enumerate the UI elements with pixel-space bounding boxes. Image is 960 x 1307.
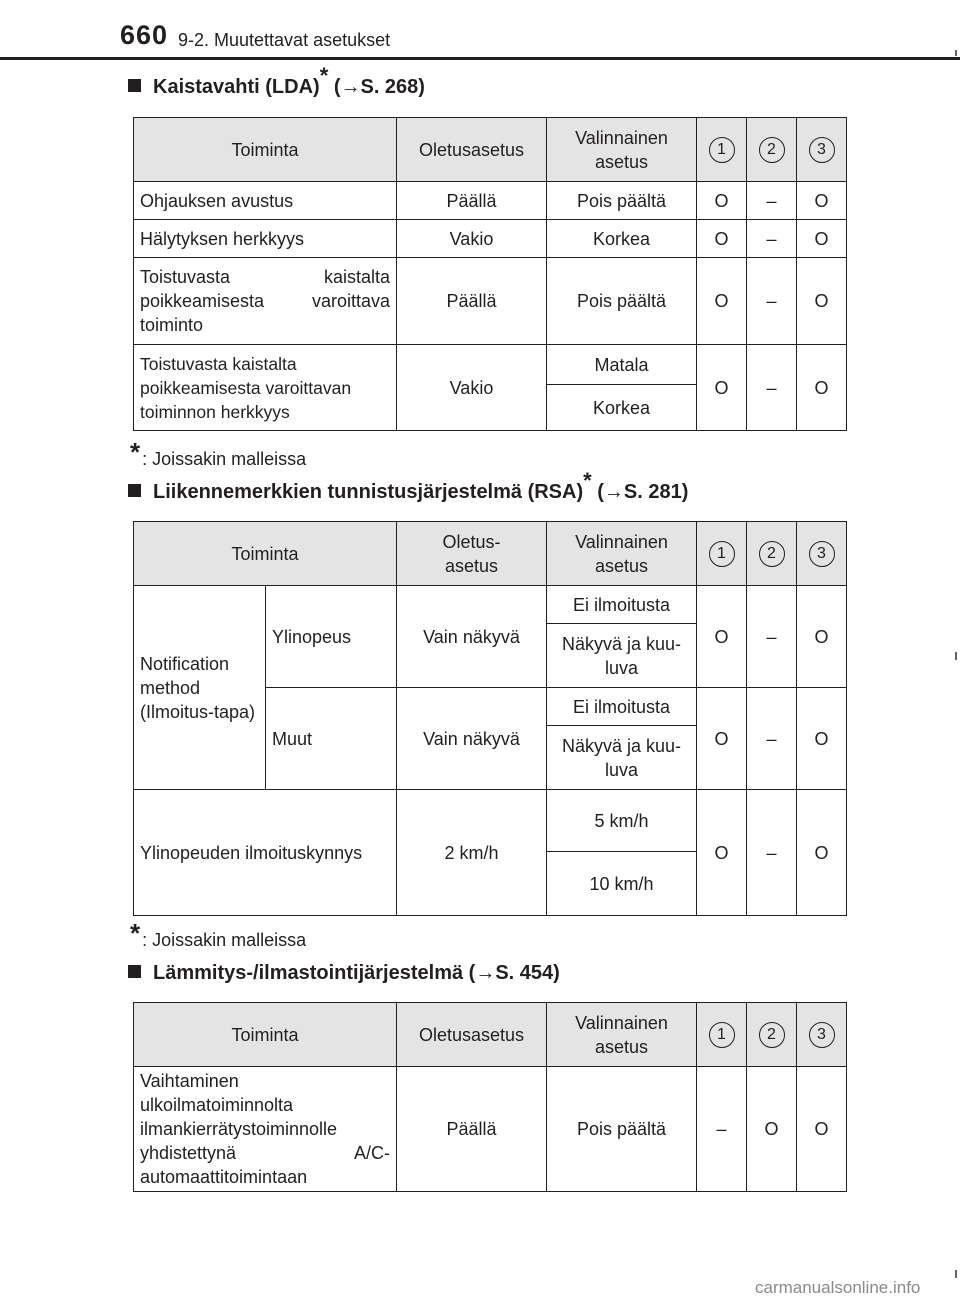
- cell-c1: O: [697, 586, 747, 688]
- cell-toiminta: Ohjauksen avustus: [134, 182, 397, 220]
- cell-toiminta: Ylinopeuden ilmoituskynnys: [134, 790, 397, 916]
- cell-option: Näkyvä ja kuu- luva: [547, 726, 697, 790]
- table-row: [134, 220, 847, 258]
- page-number: 660: [120, 20, 169, 50]
- cell-c3: O: [797, 345, 847, 431]
- watermark: carmanualsonline.info: [755, 1278, 921, 1297]
- cell-c3: O: [797, 1067, 847, 1192]
- header-circle-1: 1: [697, 1003, 747, 1067]
- header-rule: [0, 57, 960, 60]
- cell-subfunction: Muut: [266, 688, 397, 790]
- cell-toiminta: Hälytyksen herkkyys: [134, 220, 397, 258]
- header-circle-1: 1: [697, 118, 747, 182]
- cell-c2: –: [747, 790, 797, 916]
- cell-toiminta: Toistuvasta kaistalta poikkeamisesta varoittava toiminto: [134, 258, 397, 345]
- header-circle-2: 2: [747, 1003, 797, 1067]
- header-toiminta: Toiminta: [134, 1003, 397, 1067]
- cell-c3: O: [797, 182, 847, 220]
- square-bullet-icon: [128, 484, 141, 497]
- cell-valinnainen: Korkea: [547, 385, 697, 431]
- cell-option: 10 km/h: [547, 852, 697, 916]
- cell-toiminta: Vaihtaminen ulkoilmatoiminnolta ilmankierrätystoiminnolle yhdistettynä A/C-automaattitoimintaan: [134, 1067, 397, 1192]
- header-valinnainen: Valinnainen asetus: [547, 118, 697, 182]
- cell-c2: –: [747, 258, 797, 345]
- table-row: [134, 586, 847, 624]
- cell-c1: –: [697, 1067, 747, 1192]
- page-reference: (→S. 268): [328, 76, 425, 98]
- header-valinnainen: Valinnainen asetus: [547, 522, 697, 586]
- header-oletusasetus: Oletus- asetus: [397, 522, 547, 586]
- header-toiminta: Toiminta: [134, 522, 397, 586]
- cell-option: Ei ilmoitusta: [547, 586, 697, 624]
- section-heading-hvac: Lämmitys-/ilmastointijärjestelmä (→S. 454): [128, 962, 560, 985]
- cell-c2: –: [747, 688, 797, 790]
- square-bullet-icon: [128, 965, 141, 978]
- table-row: [134, 182, 847, 220]
- cell-notification-method: Notification method (Ilmoitus-tapa): [134, 586, 266, 790]
- table-header-row: [134, 522, 847, 586]
- cell-toiminta: Toistuvasta kaistalta poikkeamisesta varoittavan toiminnon herkkyys: [134, 345, 397, 431]
- section-heading-rsa: Liikennemerkkien tunnistusjärjestelmä (RSA)* (→S. 281): [128, 481, 688, 504]
- margin-mark: [955, 1270, 957, 1278]
- cell-oletus: Päällä: [397, 258, 547, 345]
- header-circle-3: 3: [797, 1003, 847, 1067]
- cell-oletus: Päällä: [397, 182, 547, 220]
- lda-settings-table: [133, 117, 847, 431]
- cell-valinnainen: Pois päältä: [547, 1067, 697, 1192]
- cell-c1: O: [697, 688, 747, 790]
- cell-subfunction: Ylinopeus: [266, 586, 397, 688]
- cell-oletus: 2 km/h: [397, 790, 547, 916]
- cell-oletus: Vakio: [397, 345, 547, 431]
- table-row: [134, 345, 847, 385]
- cell-c2: –: [747, 220, 797, 258]
- header-circle-3: 3: [797, 522, 847, 586]
- cell-c1: O: [697, 345, 747, 431]
- page-reference: (→S. 281): [591, 481, 689, 503]
- header-circle-3: 3: [797, 118, 847, 182]
- table-header-row: [134, 1003, 847, 1067]
- table-row: [134, 1067, 847, 1192]
- rsa-settings-table: [133, 521, 847, 916]
- cell-c1: O: [697, 258, 747, 345]
- cell-c1: O: [697, 790, 747, 916]
- cell-c1: O: [697, 220, 747, 258]
- header-oletusasetus: Oletusasetus: [397, 1003, 547, 1067]
- margin-mark: [955, 652, 957, 660]
- cell-c3: O: [797, 220, 847, 258]
- cell-oletus: Vain näkyvä: [397, 688, 547, 790]
- cell-valinnainen: Matala: [547, 345, 697, 385]
- cell-valinnainen: Pois päältä: [547, 258, 697, 345]
- hvac-settings-table: [133, 1002, 847, 1192]
- table-header-row: [134, 118, 847, 182]
- cell-oletus: Vain näkyvä: [397, 586, 547, 688]
- margin-mark: [955, 50, 957, 56]
- cell-option: Ei ilmoitusta: [547, 688, 697, 726]
- cell-c2: –: [747, 345, 797, 431]
- cell-valinnainen: Korkea: [547, 220, 697, 258]
- table-row: [134, 790, 847, 852]
- footnote: * : Joissakin malleissa: [130, 918, 307, 950]
- header-valinnainen: Valinnainen asetus: [547, 1003, 697, 1067]
- cell-c3: O: [797, 688, 847, 790]
- chapter-title: 9-2. Muutettavat asetukset: [178, 30, 391, 50]
- cell-c3: O: [797, 586, 847, 688]
- cell-c3: O: [797, 790, 847, 916]
- cell-c2: –: [747, 586, 797, 688]
- square-bullet-icon: [128, 79, 141, 92]
- table-row: [134, 258, 847, 345]
- cell-option: 5 km/h: [547, 790, 697, 852]
- cell-option: Näkyvä ja kuu- luva: [547, 624, 697, 688]
- header-circle-1: 1: [697, 522, 747, 586]
- cell-c3: O: [797, 258, 847, 345]
- cell-c2: O: [747, 1067, 797, 1192]
- page-header: [0, 0, 960, 60]
- header-oletusasetus: Oletusasetus: [397, 118, 547, 182]
- section-heading-lda: Kaistavahti (LDA)* (→S. 268): [128, 76, 425, 99]
- cell-oletus: Vakio: [397, 220, 547, 258]
- cell-valinnainen: Pois päältä: [547, 182, 697, 220]
- cell-oletus: Päällä: [397, 1067, 547, 1192]
- header-circle-2: 2: [747, 522, 797, 586]
- header-toiminta: Toiminta: [134, 118, 397, 182]
- cell-c1: O: [697, 182, 747, 220]
- footnote: * : Joissakin malleissa: [130, 437, 307, 469]
- cell-c2: –: [747, 182, 797, 220]
- header-circle-2: 2: [747, 118, 797, 182]
